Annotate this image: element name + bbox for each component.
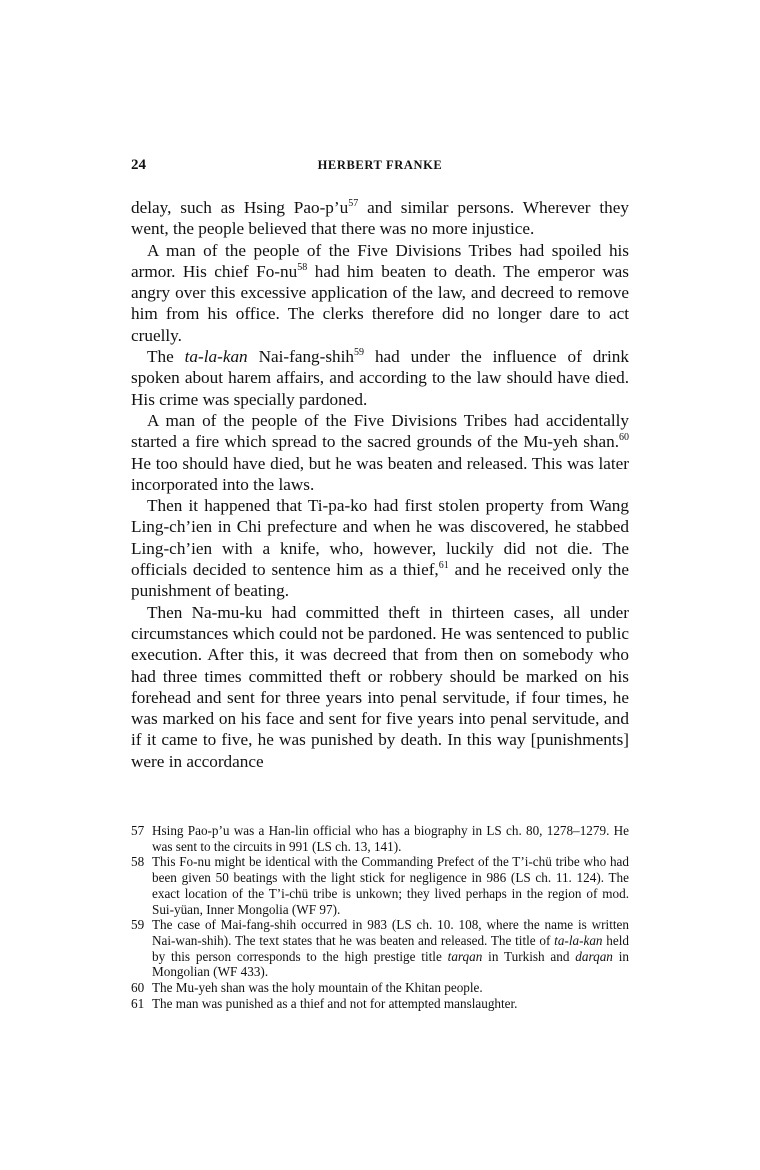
footnote-text: This Fo-nu might be identical with the Commanding Prefect of the T’i-chü tribe who had been given 50 beatings with the light stick for negligence in 986 (LS ch. 11. 124). The exact location of the T’i-chü tribe is unkown; they lived perhaps in the region of mod. Sui-yüan, Inner Mongolia (WF 97).	[152, 854, 629, 917]
footnote-ref-59: 59	[354, 347, 365, 359]
footnote-60	[131, 980, 629, 996]
footnote-number: 59	[131, 917, 145, 933]
footnote-text: Hsing Pao-p’u was a Han-lin official who has a biography in LS ch. 80, 1278–1279. He was sent to the circuits in 991 (LS ch. 13, 141).	[152, 823, 629, 854]
page-header	[131, 157, 629, 177]
footnote-61	[131, 996, 629, 1012]
main-text	[131, 197, 629, 772]
paragraph-5: Then it happened that Ti-pa-ko had first stolen property from Wang Ling-ch’ien in Chi prefecture and when he was discovered, he stabbed Ling-ch’ien with a knife, who, however, luckily did not die. The officials decided to sentence him as a thief,$^{61}$ and he received only the punishment of beating.	[131, 496, 629, 601]
term-ta-la-kan: ta-la-kan	[184, 347, 248, 367]
footnote-ref-57: 57	[348, 198, 359, 209]
paragraph-2: A man of the people of the Five Divisions Tribes had spoiled his armor. His chief $Fo-nu^{58}$ had him beaten to death. The emperor was angry over this excessive application of the law, and decreed to remove him from his office. The clerks therefore did no longer dare to act cruelly.	[131, 240, 629, 345]
footnote-number: 60	[131, 980, 145, 996]
footnote-text: The man was punished as a thief and not for attempted manslaughter.	[152, 995, 518, 1011]
paragraph-3: The ta-la-kan Nai-fang-shih$^{59}$ had under the influence of drink spoken about harem affairs, and according to the law should have died. His crime was specially pardoned.	[131, 347, 629, 409]
footnote-number: 57	[131, 823, 145, 838]
footnote-58	[131, 854, 629, 917]
footnote-number: 58	[131, 854, 145, 870]
footnote-59: 59 The case of Mai-fang-shih occurred in 983 (LS ch. 10. 108, where the name is written Nai-wan-shih). The text states that he was beaten and released. The title of ta-la-kan held by this person corresponds to the high prestige title tarqan in Turkish and darqan in Mongolian (WF 433).	[131, 917, 629, 980]
running-head: HERBERT FRANKE	[317, 158, 443, 172]
paragraph-1: delay, such as Hsing Pao-$p’u^{57}$ and similar persons. Wherever they went, the people believed that there was no more injustice.	[131, 198, 629, 239]
footnote-ref-61: 61	[438, 560, 449, 572]
footnote-57	[131, 823, 629, 854]
footnote-ref-58: 58	[297, 261, 308, 273]
footnote-ref-60: 60	[619, 432, 629, 444]
paragraph-4: A man of the people of the Five Divisions Tribes had accidentally started a fire which spread to the sacred grounds of the Mu-yeh shan.$^{60}$ He too should have died, but he was beaten and released. This was later incorporated into the laws.	[131, 410, 629, 494]
footnotes	[131, 823, 629, 1011]
footnote-text: The Mu-yeh shan was the holy mountain of the Khitan people.	[152, 980, 483, 996]
page-number: 24	[131, 157, 146, 173]
footnote-number: 61	[131, 995, 145, 1011]
paragraph-6: Then Na-mu-ku had committed theft in thirteen cases, all under circumstances which could not be pardoned. He was sentenced to public execution. After this, it was decreed that from then on somebody who had three times committed theft or robbery should be marked on his forehead and sent for three years into penal servitude, if four times, he was marked on his face and sent for five years into penal servitude, and if it came to five, he was punished by death. In this way [punishments] were in accordance	[131, 602, 629, 771]
